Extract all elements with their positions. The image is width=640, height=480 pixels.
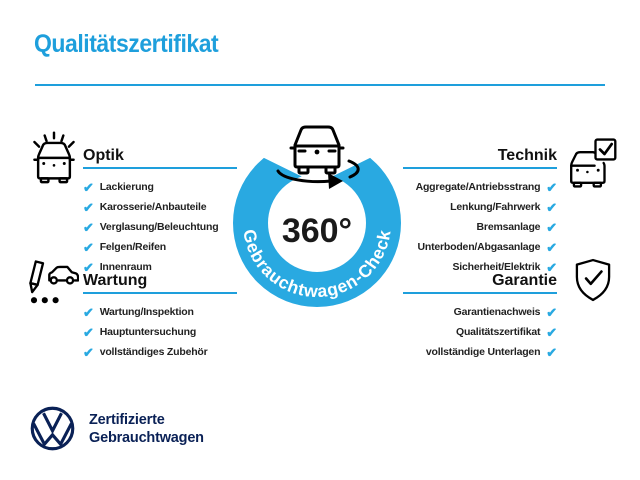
item-label: Sicherheit/Elektrik bbox=[452, 261, 541, 273]
checklist-item bbox=[426, 342, 557, 362]
car-checkbox-icon bbox=[564, 136, 618, 190]
item-label: Lackierung bbox=[99, 181, 154, 193]
item-label: Hauptuntersuchung bbox=[99, 326, 197, 338]
checklist-item bbox=[477, 217, 557, 237]
check-icon: ✔ bbox=[83, 259, 94, 275]
section-title-technik: Technik bbox=[497, 147, 557, 164]
section-rule-optik bbox=[83, 167, 237, 169]
check-icon: ✔ bbox=[546, 259, 557, 275]
item-label: Felgen/Reifen bbox=[99, 241, 166, 253]
vw-logo bbox=[30, 406, 75, 451]
check-icon: ✔ bbox=[546, 304, 557, 320]
item-label: Garantienachweis bbox=[453, 306, 541, 318]
check-icon: ✔ bbox=[83, 199, 94, 215]
brand-text bbox=[89, 411, 204, 447]
section-rule-garantie bbox=[403, 292, 557, 294]
item-label: Bremsanlage bbox=[476, 221, 541, 233]
item-label: Verglasung/Beleuchtung bbox=[99, 221, 219, 233]
section-title-optik: Optik bbox=[83, 147, 124, 164]
service-pen-car-icon bbox=[25, 257, 79, 311]
section-title-garantie: Garantie bbox=[492, 272, 557, 289]
checklist-item bbox=[454, 302, 557, 322]
check-icon: ✔ bbox=[83, 219, 94, 235]
optik-checklist bbox=[83, 177, 218, 277]
item-label: Unterboden/Abgasanlage bbox=[417, 241, 541, 253]
checklist-item bbox=[83, 322, 208, 342]
item-label: Lenkung/Fahrwerk bbox=[450, 201, 541, 213]
360-check-badge bbox=[217, 121, 417, 325]
check-icon: ✔ bbox=[83, 179, 94, 195]
checklist-item bbox=[83, 237, 218, 257]
page-title: Qualitätszertifikat bbox=[34, 30, 219, 58]
check-icon: ✔ bbox=[546, 344, 557, 360]
check-icon: ✔ bbox=[546, 179, 557, 195]
check-icon: ✔ bbox=[83, 324, 94, 340]
checklist-item bbox=[456, 322, 557, 342]
ring-label: Gebrauchtwagen-Check bbox=[239, 227, 395, 302]
section-title-wartung: Wartung bbox=[83, 272, 148, 289]
item-label: Karosserie/Anbauteile bbox=[99, 201, 207, 213]
checklist-item bbox=[83, 342, 208, 362]
technik-checklist bbox=[416, 177, 557, 277]
wartung-checklist bbox=[83, 302, 208, 362]
checklist-item bbox=[450, 197, 557, 217]
checklist-item bbox=[416, 177, 557, 197]
checklist-item bbox=[83, 197, 218, 217]
check-icon: ✔ bbox=[546, 239, 557, 255]
checklist-item bbox=[418, 237, 558, 257]
item-label: vollständiges Zubehör bbox=[99, 346, 208, 358]
check-icon: ✔ bbox=[83, 344, 94, 360]
check-icon: ✔ bbox=[546, 219, 557, 235]
check-icon: ✔ bbox=[83, 239, 94, 255]
checklist-item bbox=[83, 302, 208, 322]
check-icon: ✔ bbox=[83, 304, 94, 320]
check-icon: ✔ bbox=[546, 199, 557, 215]
section-rule-technik bbox=[403, 167, 557, 169]
check-icon: ✔ bbox=[546, 324, 557, 340]
car-front-shine-icon bbox=[26, 128, 82, 184]
checklist-item bbox=[83, 177, 218, 197]
item-label: Qualitätszertifikat bbox=[455, 326, 541, 338]
item-label: Aggregate/Antriebsstrang bbox=[415, 181, 541, 193]
brand-line-1: Zertifizierte bbox=[89, 411, 165, 428]
section-rule-wartung bbox=[83, 292, 237, 294]
brand-line-2: Gebrauchtwagen bbox=[89, 429, 204, 446]
brand-footer bbox=[30, 406, 204, 451]
title-divider bbox=[35, 84, 605, 86]
checklist-item bbox=[83, 217, 218, 237]
item-label: Innenraum bbox=[99, 261, 152, 273]
shield-check-icon bbox=[570, 257, 616, 303]
degree-label: 360° bbox=[281, 212, 353, 250]
garantie-checklist bbox=[426, 302, 557, 362]
item-label: Wartung/Inspektion bbox=[99, 306, 194, 318]
item-label: vollständige Unterlagen bbox=[425, 346, 541, 358]
